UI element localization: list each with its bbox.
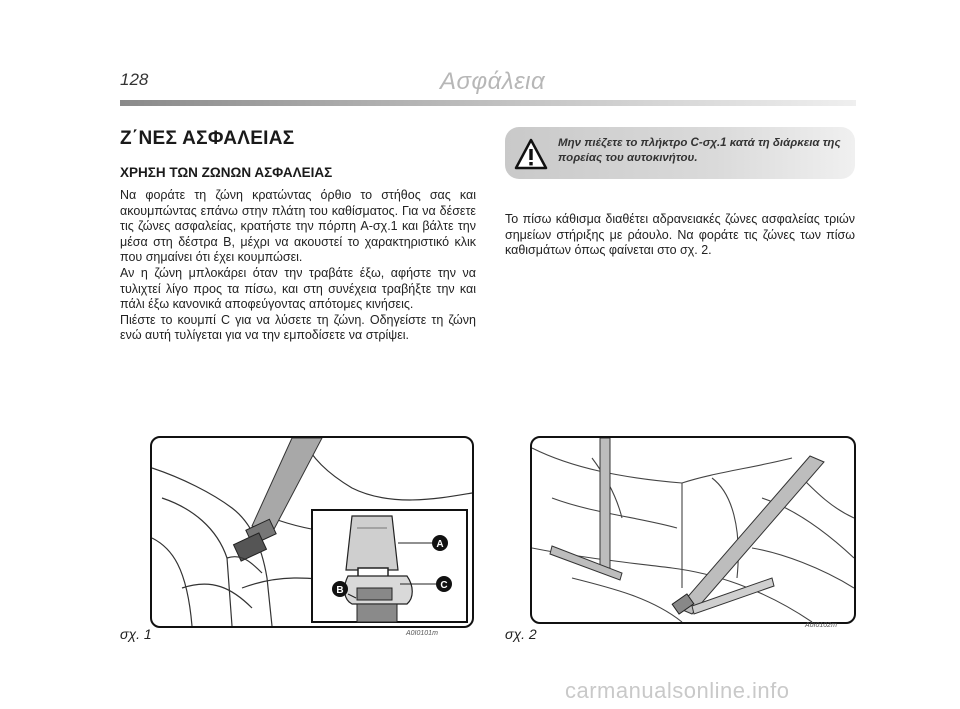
figure-2-code: A0I0102m [805, 622, 837, 629]
paragraph: Να φοράτε τη ζώνη κρατώντας όρθιο το στήθος σας και ακουμπώντας επάνω στην πλάτη του καθίσματος. Για να δέσετε τις ζώνες ασφαλείας, κρατήστε την πόρπη A-σχ.1 και βάλτε την μέσα στη δέστρα B, μέχρι να ακουστεί το χαρακτηριστικό κλικ που σημαίνει ότι έχει κουμπώσει. [120, 188, 476, 265]
paragraph: Πιέστε το κουμπί C για να λύσετε τη ζώνη. Οδηγείστε τη ζώνη ενώ αυτή τυλίγεται για να την εμποδίσετε να στρίψει. [120, 312, 476, 343]
figure-1-illustration [150, 436, 474, 628]
page-number: 128 [120, 70, 149, 89]
watermark-text: carmanualsonline.info [565, 678, 790, 703]
paragraph: Αν η ζώνη μπλοκάρει όταν την τραβάτε έξω, αφήστε την να τυλιχτεί λίγο προς τα πίσω, και στη συνέχεια τραβήξτε την και πάλι έξω κανονικά αποφεύγοντας απότομες κινήσεις. [120, 265, 476, 312]
label-b: B [336, 585, 344, 596]
left-body-text [120, 188, 476, 344]
warning-triangle-icon [514, 138, 548, 170]
figure-1-code: A0I0101m [406, 630, 438, 637]
figure-2-illustration [530, 436, 856, 624]
warning-text: Μην πιέζετε το πλήκτρο C-σχ.1 κατά τη διάρκεια της πορείας του αυτοκινήτου. [558, 137, 841, 164]
figure-2-caption: σχ. 2 [505, 626, 537, 642]
label-c: C [440, 580, 448, 591]
right-body-text: Το πίσω κάθισμα διαθέτει αδρανειακές ζώνες ασφαλείας τριών σημείων στήριξης με ράουλο. Να φοράτε τις ζώνες των πίσω καθισμάτων όπως φαίνεται στο σχ. 2. [505, 212, 855, 258]
label-a: A [436, 539, 444, 550]
header-rule [120, 100, 856, 106]
figure-1-caption: σχ. 1 [120, 626, 152, 642]
section-title: Ζ΄ΝΕΣ ΑΣΦΑΛΕΙΑΣ [120, 128, 295, 149]
page-header-title: Ασφάλεια [440, 68, 546, 95]
subsection-title: ΧΡΗΣΗ ΤΩΝ ΖΩΝΩΝ ΑΣΦΑΛΕΙΑΣ [120, 165, 333, 180]
